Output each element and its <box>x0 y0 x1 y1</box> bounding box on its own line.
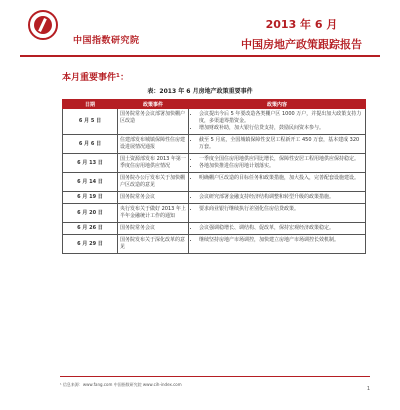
row-content <box>189 235 366 254</box>
row-date: 6 月 20 日 <box>63 204 118 223</box>
section-heading: 本月重要事件¹： <box>62 73 129 83</box>
row-date: 6 月 6 日 <box>63 135 118 154</box>
institute-logo <box>28 10 58 40</box>
table-row <box>63 204 366 223</box>
report-title <box>241 16 362 52</box>
header-date: 日期 <box>63 100 118 109</box>
row-content <box>189 109 366 135</box>
table-row <box>63 235 366 254</box>
row-event: 国务院办公厅发布关于加快棚户区改造的意见 <box>118 173 189 192</box>
row-content <box>189 135 366 154</box>
row-event: 国土资源部发布 2013 年第一季度住房用地供应情况 <box>118 154 189 173</box>
content-bullet: • 增加财政补助，加大银行信贷支持，鼓励民间资本参与。 <box>199 125 363 132</box>
row-date: 6 月 19 日 <box>63 192 118 204</box>
content-bullet: • 会议强调稳增长、调结构、促改革，保持宏观经济政策稳定。 <box>199 225 363 232</box>
content-bullet: • 一季度全国住房用地供应同比增长，保障性安居工程用地供应保持稳定。 <box>199 156 363 163</box>
header-content: 政策内容 <box>189 100 366 109</box>
policy-events-table <box>62 99 366 254</box>
row-event: 住建部发布城镇保障性住房建设进展情况通报 <box>118 135 189 154</box>
row-event: 国务院发布关于深化改革的意见 <box>118 235 189 254</box>
logo-mark-icon <box>34 16 52 34</box>
row-content <box>189 154 366 173</box>
content-bullet: • 继续坚持房地产市场调控，加快建立房地产市场调控长效机制。 <box>199 237 363 244</box>
row-date: 6 月 29 日 <box>63 235 118 254</box>
table-header-row <box>63 100 366 109</box>
content-bullet: • 要求商业银行继续执行差别化住房信贷政策。 <box>199 206 363 213</box>
row-date: 6 月 5 日 <box>63 109 118 135</box>
content-bullet: • 会议研究部署金融支持经济结构调整和转型升级的政策措施。 <box>199 194 363 201</box>
table-row <box>63 109 366 135</box>
content-bullet: • 截至 5 月底，全国城镇保障性安居工程新开工 450 万套，基本建成 320 万套。 <box>199 137 363 151</box>
header-event: 政策事件 <box>118 100 189 109</box>
report-title-line1: 2013 年 6 月 <box>265 18 338 31</box>
row-content <box>189 192 366 204</box>
table-title: 表：2013 年 6 月房地产政策重要事件 <box>147 88 253 95</box>
table-row <box>63 192 366 204</box>
content-bullet: • 会议提出今后 5 年要改造各类棚户区 1000 万户，并提出加大政策支持力度，多渠道筹措资金。 <box>199 111 363 125</box>
table-row <box>63 173 366 192</box>
row-content <box>189 223 366 235</box>
org-name: 中国指数研究院 <box>73 36 140 46</box>
row-date: 6 月 13 日 <box>63 154 118 173</box>
row-content <box>189 173 366 192</box>
row-event: 国务院常务会议 <box>118 223 189 235</box>
table-row <box>63 154 366 173</box>
row-date: 6 月 14 日 <box>63 173 118 192</box>
content-bullet: • 明确棚户区改造的目标任务和政策措施，加大投入，完善配套设施建设。 <box>199 175 363 182</box>
content-bullet: • 各地加快推进住房用地计划落实。 <box>199 163 363 170</box>
footnote: ¹ 信息来源：www.fang.com 中国指数研究院 www.cih-index.com <box>60 382 182 387</box>
row-event: 央行发布关于做好 2013 年上半年金融统计工作的通知 <box>118 204 189 223</box>
row-date: 6 月 26 日 <box>63 223 118 235</box>
table-row <box>63 223 366 235</box>
table-row <box>63 135 366 154</box>
page-number: 1 <box>366 386 370 392</box>
row-event: 国务院常务会议 <box>118 192 189 204</box>
report-title-line2: 中国房地产政策跟踪报告 <box>241 38 362 51</box>
row-content <box>189 204 366 223</box>
row-event: 国务院常务会议部署加快棚户区改造 <box>118 109 189 135</box>
header-divider <box>20 55 380 57</box>
footer-divider <box>60 376 370 377</box>
